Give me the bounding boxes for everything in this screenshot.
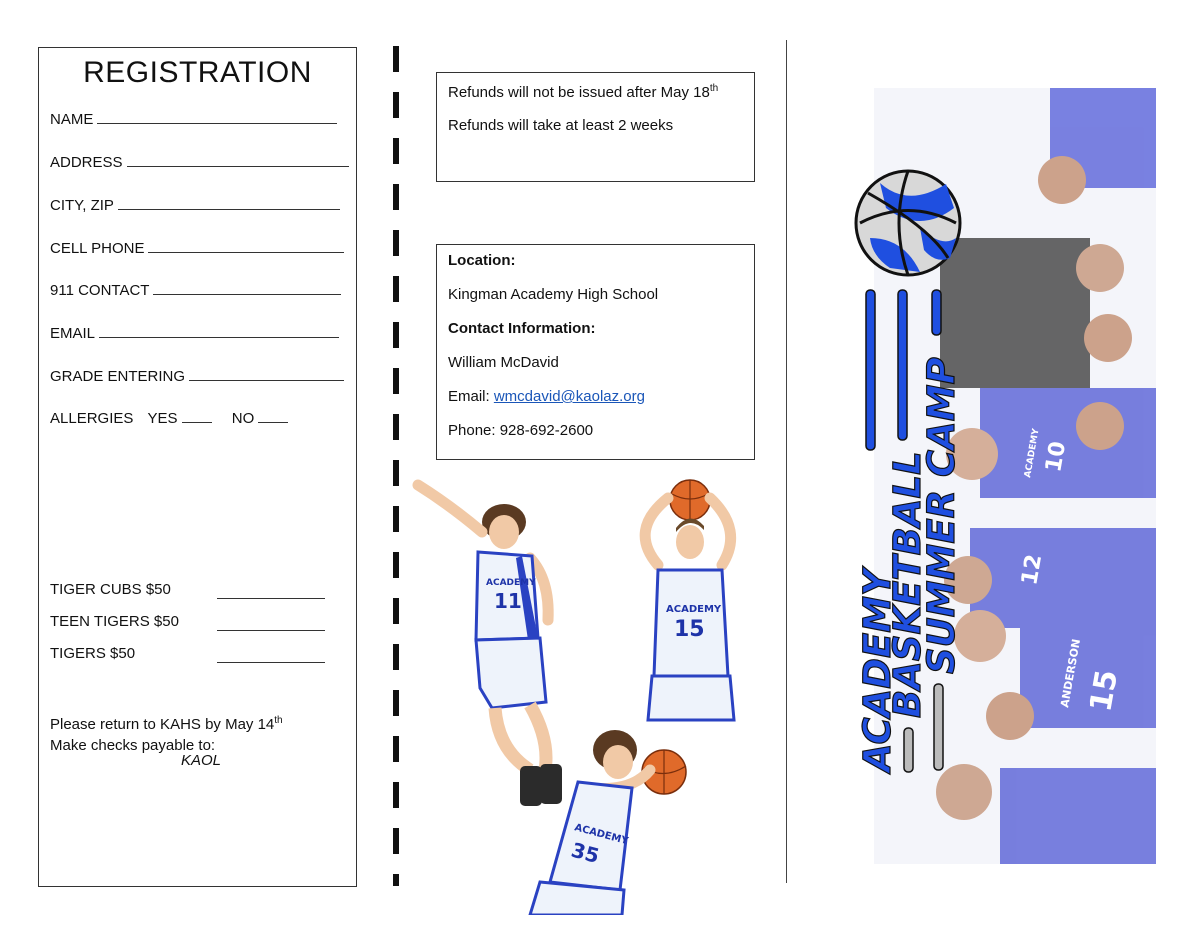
grade-entering-field[interactable] — [50, 368, 344, 385]
jersey-35-number: 35 — [568, 837, 602, 869]
allergies-yes-label: YES — [147, 410, 178, 427]
players-illustration — [400, 470, 792, 915]
return-deadline: Please return to KAHS by May 14 — [50, 716, 275, 733]
cover-title-basketball: BASKETBALL — [886, 451, 929, 718]
checks-payable: Make checks payable to: — [50, 737, 216, 754]
email-label: EMAIL — [50, 325, 96, 342]
player-15-figure — [645, 480, 734, 720]
payee-name: KAOL — [181, 752, 222, 769]
return-instructions: Please return to KAHS by May 14th Make checks payable to: — [50, 715, 283, 754]
city-zip-label: CITY, ZIP — [50, 197, 114, 214]
registration-form — [38, 47, 357, 887]
photo-jersey-10: 10 — [1041, 439, 1072, 475]
emergency-contact-field[interactable] — [50, 282, 341, 299]
player-11-figure — [418, 485, 562, 806]
jersey-11-number: 11 — [494, 589, 522, 613]
refund-policy-box: Refunds will not be issued after May 18th Refunds will take at least 2 weeks — [436, 72, 755, 182]
photo-jersey-name: ANDERSON — [1058, 637, 1083, 709]
allergies-no-label: NO — [231, 410, 255, 427]
contact-name: William McDavid — [448, 354, 559, 371]
cell-phone-field[interactable] — [50, 240, 344, 257]
allergies-field[interactable] — [50, 410, 288, 427]
player-35-figure — [530, 730, 686, 915]
jersey-35-text: ACADEMY — [573, 822, 630, 848]
cut-line — [393, 46, 399, 886]
allergies-label: ALLERGIES — [50, 410, 134, 427]
location-value: Kingman Academy High School — [448, 286, 659, 303]
city-zip-field[interactable] — [50, 197, 340, 214]
address-label: ADDRESS — [50, 154, 123, 171]
email-link[interactable]: wmcdavid@kaolaz.org — [493, 388, 645, 405]
name-label: NAME — [50, 111, 94, 128]
name-field[interactable] — [50, 111, 337, 128]
fee-tigers: TIGERS $50 — [50, 645, 136, 662]
location-label: Location: — [448, 252, 516, 269]
cell-phone-label: CELL PHONE — [50, 240, 145, 257]
email-line: Email: wmcdavid@kaolaz.org — [448, 388, 645, 405]
grade-entering-label: GRADE ENTERING — [50, 368, 186, 385]
photo-jersey-text: ACADEMY — [1023, 427, 1042, 479]
fee-tiger-cubs: TIGER CUBS $50 — [50, 581, 171, 598]
address-field[interactable] — [50, 154, 349, 171]
cover-panel — [850, 88, 1156, 864]
jersey-15-text: ACADEMY — [666, 604, 722, 615]
jersey-11-text: ACADEMY — [486, 578, 536, 588]
fee-tiger-cubs-blank[interactable] — [217, 598, 325, 599]
registration-title: REGISTRATION — [83, 56, 312, 89]
refund-processing-text: Refunds will take at least 2 weeks — [448, 117, 674, 134]
contact-info-box — [436, 244, 755, 460]
fee-teen-tigers: TEEN TIGERS $50 — [50, 613, 179, 630]
cover-title-academy: ACADEMY — [856, 569, 899, 772]
emergency-contact-label: 911 CONTACT — [50, 282, 150, 299]
jersey-15-number: 15 — [674, 617, 705, 642]
basketball-icon — [856, 171, 960, 275]
photo-jersey-15: 15 — [1083, 667, 1126, 715]
photo-jersey-12: 12 — [1017, 552, 1048, 588]
email-field[interactable] — [50, 325, 339, 342]
refund-deadline-text: Refunds will not be issued after May 18 — [448, 84, 710, 101]
fee-tigers-blank[interactable] — [217, 662, 325, 663]
contact-label: Contact Information: — [448, 320, 596, 337]
phone-line: Phone: 928-692-2600 — [448, 422, 594, 439]
cover-title-summer-camp: SUMMER CAMP — [920, 357, 963, 674]
fee-teen-tigers-blank[interactable] — [217, 630, 325, 631]
